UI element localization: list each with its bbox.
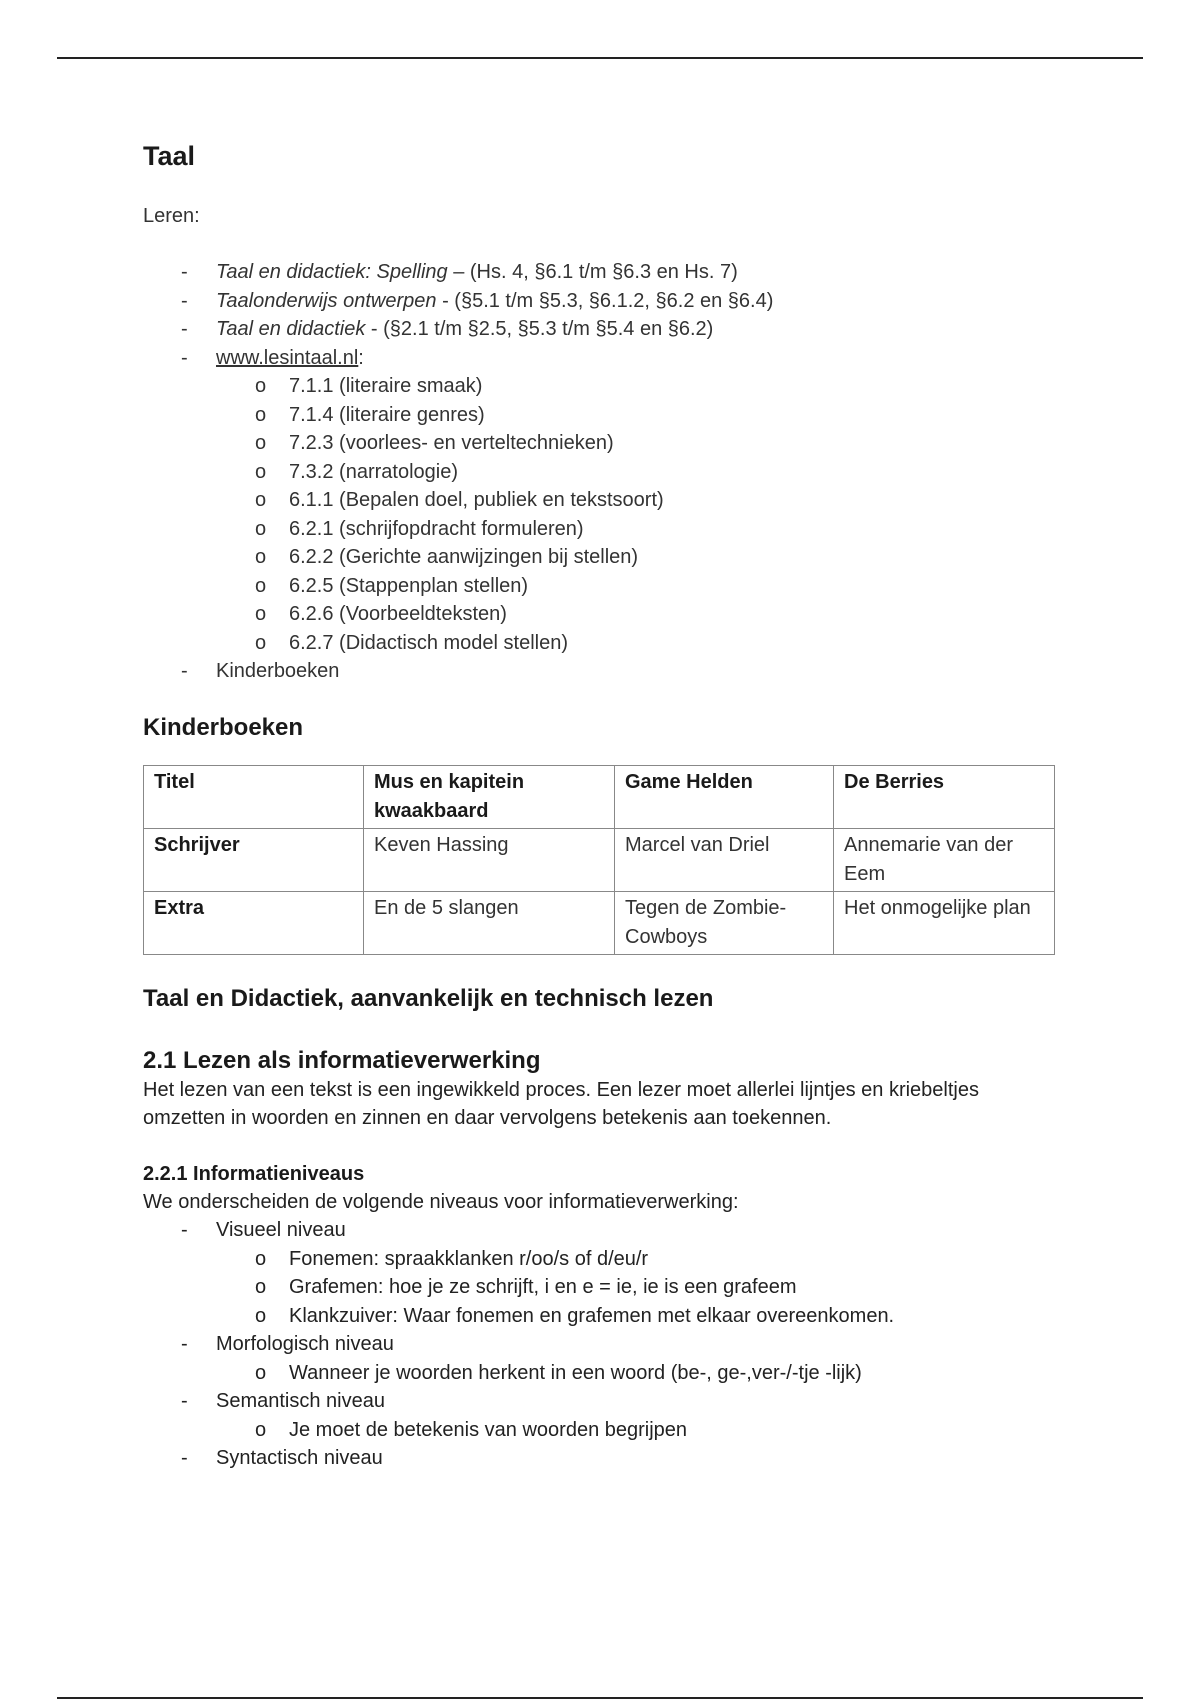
table-row xyxy=(144,891,1055,954)
section-2-1-text: Het lezen van een tekst is een ingewikkeld proces. Een lezer moet allerlei lijntjes en kriebeltjes omzetten in woorden en zinnen en daar vervolgens betekenis aan toekennen. xyxy=(143,1079,979,1130)
table-header-cell: Game Helden xyxy=(615,765,834,828)
sub-item: o 7.1.1 (literaire smaak) xyxy=(144,372,1063,401)
sub-item: o 6.2.1 (schrijfopdracht formuleren) xyxy=(144,515,1063,544)
section-2-2-1-intro: We onderscheiden de volgende niveaus voor informatieverwerking: xyxy=(143,1191,739,1214)
leren-item xyxy=(143,258,1063,287)
sub-item: o 7.3.2 (narratologie) xyxy=(144,458,1063,487)
book-title: Taal en didactiek xyxy=(216,318,366,341)
niveau-item xyxy=(143,1444,1063,1473)
website-sublist xyxy=(216,372,1063,657)
website-suffix: : xyxy=(358,346,364,369)
niveau-label: Visueel niveau xyxy=(216,1219,346,1242)
table-row-label: Schrijver xyxy=(144,828,364,891)
leren-item-website xyxy=(143,344,1063,658)
sub-item: o 6.1.1 (Bepalen doel, publiek en tekstsoort) xyxy=(144,486,1063,515)
leren-label: Leren: xyxy=(143,205,200,228)
niveau-sublist xyxy=(216,1245,1063,1331)
section-2-2-1-heading: 2.2.1 Informatieniveaus xyxy=(143,1163,365,1186)
sub-item: o 6.2.2 (Gerichte aanwijzingen bij stellen) xyxy=(144,543,1063,572)
sub-item: o Grafemen: hoe je ze schrijft, i en e = ie, ie is een grafeem xyxy=(144,1273,1063,1302)
page-title: Taal xyxy=(143,141,196,171)
table-cell: Tegen de Zombie-Cowboys xyxy=(615,891,834,954)
niveau-item xyxy=(143,1216,1063,1330)
website-link[interactable]: www.lesintaal.nl xyxy=(216,346,359,369)
niveau-item xyxy=(143,1330,1063,1387)
niveau-label: Semantisch niveau xyxy=(216,1390,385,1413)
table-row-label: Extra xyxy=(144,891,364,954)
niveau-label: Syntactisch niveau xyxy=(216,1447,383,1470)
sub-item: o Klankzuiver: Waar fonemen en grafemen met elkaar overeenkomen. xyxy=(144,1302,1063,1331)
table-cell: Marcel van Driel xyxy=(615,828,834,891)
didactiek-heading: Taal en Didactiek, aanvankelijk en technisch lezen xyxy=(143,984,714,1012)
document-body xyxy=(143,140,1063,1473)
niveau-sublist xyxy=(216,1359,1063,1388)
footer-rule xyxy=(57,1697,1143,1699)
table-cell: Keven Hassing xyxy=(364,828,615,891)
sub-item: o Wanneer je woorden herkent in een woord (be-, ge-,ver-/-tje -lijk) xyxy=(144,1359,1063,1388)
table-cell: En de 5 slangen xyxy=(364,891,615,954)
sub-item: o 6.2.5 (Stappenplan stellen) xyxy=(144,572,1063,601)
leren-item: - Kinderboeken xyxy=(143,657,1063,686)
sub-item: o 6.2.6 (Voorbeeldteksten) xyxy=(144,600,1063,629)
book-chapters: - (§2.1 t/m §2.5, §5.3 t/m §5.4 en §6.2) xyxy=(365,318,714,341)
sub-item: o Fonemen: spraakklanken r/oo/s of d/eu/r xyxy=(144,1245,1063,1274)
niveau-item xyxy=(143,1387,1063,1444)
book-title: Taalonderwijs ontwerpen xyxy=(216,289,437,312)
sub-item: o Je moet de betekenis van woorden begrijpen xyxy=(144,1416,1063,1445)
table-row xyxy=(144,828,1055,891)
sub-item: o 6.2.7 (Didactisch model stellen) xyxy=(144,629,1063,658)
table-header-cell: Mus en kapitein kwaakbaard xyxy=(364,765,615,828)
leren-item xyxy=(143,315,1063,344)
section-2-1-heading: 2.1 Lezen als informatieverwerking xyxy=(143,1047,541,1075)
book-chapters: - (§5.1 t/m §5.3, §6.1.2, §6.2 en §6.4) xyxy=(436,289,774,312)
niveau-label: Morfologisch niveau xyxy=(216,1333,394,1356)
leren-item xyxy=(143,287,1063,316)
niveau-sublist xyxy=(216,1416,1063,1445)
table-header-cell: Titel xyxy=(144,765,364,828)
book-title: Taal en didactiek: Spelling xyxy=(216,261,448,284)
table-header-cell: De Berries xyxy=(834,765,1055,828)
table-cell: Annemarie van der Eem xyxy=(834,828,1055,891)
table-row xyxy=(144,765,1055,828)
leren-list xyxy=(143,258,1063,686)
kinderboeken-table xyxy=(143,765,1055,955)
niveaus-list xyxy=(143,1216,1063,1473)
header-rule xyxy=(57,57,1143,59)
sub-item: o 7.1.4 (literaire genres) xyxy=(144,401,1063,430)
kinderboeken-heading: Kinderboeken xyxy=(143,713,304,741)
sub-item: o 7.2.3 (voorlees- en verteltechnieken) xyxy=(144,429,1063,458)
book-chapters: – (Hs. 4, §6.1 t/m §6.3 en Hs. 7) xyxy=(447,261,738,284)
table-cell: Het onmogelijke plan xyxy=(834,891,1055,954)
